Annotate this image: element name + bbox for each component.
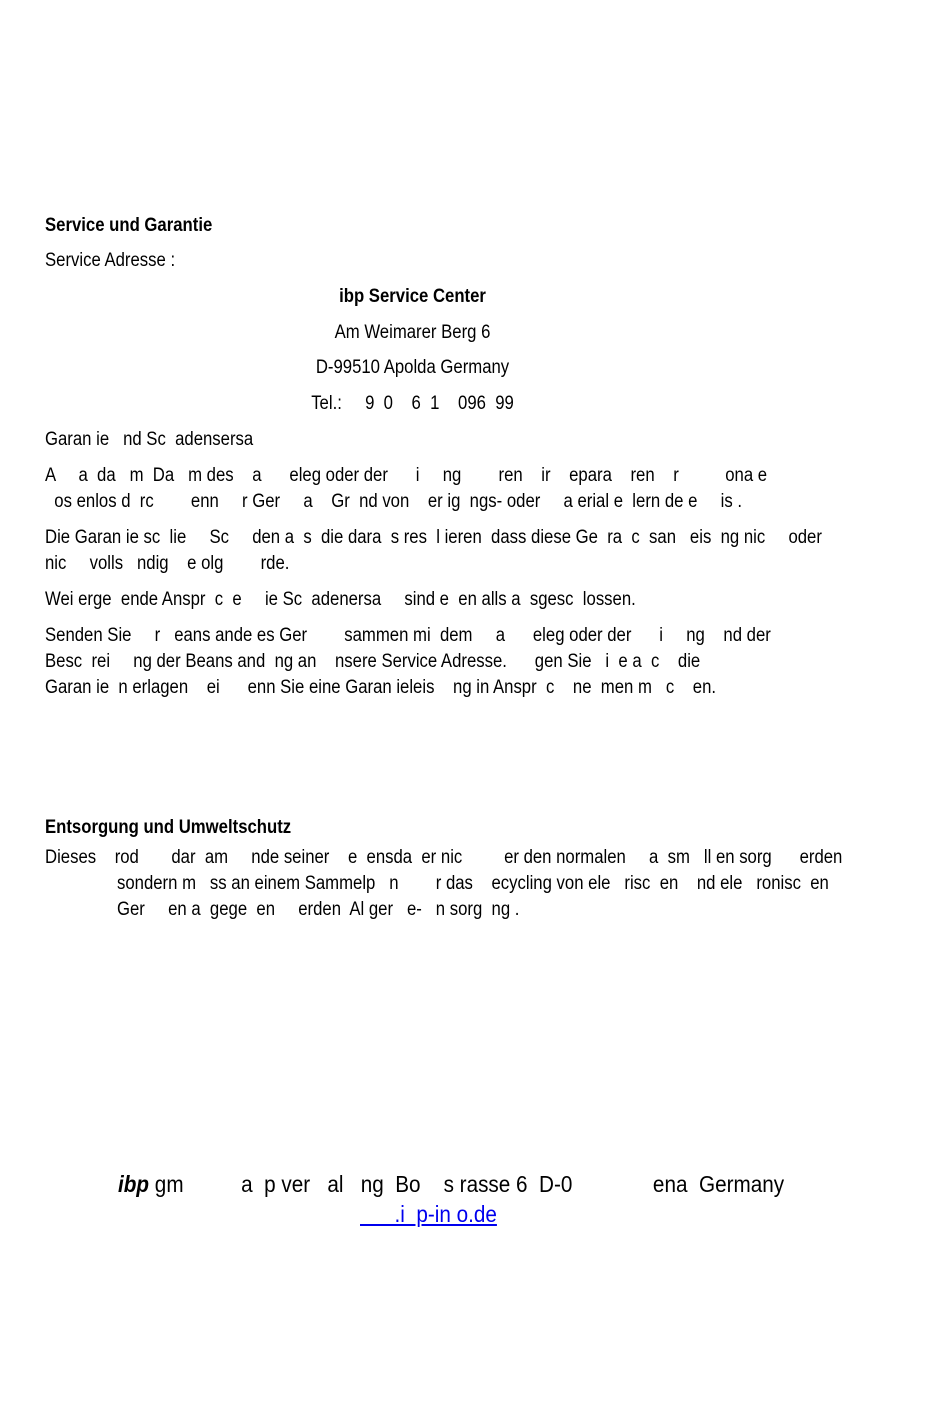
warranty-heading: Garan ie nd Sc adensersa xyxy=(45,429,254,450)
service-tel: Tel.: 9 0 6 1 096 99 xyxy=(311,393,514,414)
disposal-heading: Entsorgung und Umweltschutz xyxy=(45,817,292,838)
warranty-paragraph-4-line-3: Garan ie n erlagen ei enn Sie eine Garan ieleis ng in Anspr c ne men m c en. xyxy=(45,677,717,698)
disposal-line-3: Ger en a gege en erden Al ger e- n sorg ng . xyxy=(117,899,520,920)
warranty-paragraph-3: Wei erge ende Anspr c e ie Sc adenersa sind e en alls a sgesc lossen. xyxy=(45,589,636,610)
warranty-paragraph-1-line-1: A a da m Da m des a eleg oder der i ng ren ir epara ren r ona e xyxy=(45,465,768,486)
warranty-paragraph-4-line-2: Besc rei ng der Beans and ng an nsere Service Adresse. gen Sie i e a c die xyxy=(45,651,701,672)
footer-address-text: gm a p ver al ng Bo s rasse 6 D-0 ena Germany xyxy=(149,1171,785,1197)
disposal-line-1: Dieses rod dar am nde seiner e ensda er nic er den normalen a sm ll en sorg erden xyxy=(45,847,843,868)
service-city: D-99510 Apolda Germany xyxy=(315,357,510,378)
service-center-name: ibp Service Center xyxy=(339,286,486,307)
warranty-paragraph-2-line-1: Die Garan ie sc lie Sc den a s die dara s res l ieren dass diese Ge ra c san eis ng nic oder xyxy=(45,527,822,548)
footer-website-link[interactable]: .i p-in o.de xyxy=(360,1201,497,1227)
warranty-paragraph-1-line-2: os enlos d rc enn r Ger a Gr nd von er ig ngs- oder a erial e lern de e is . xyxy=(45,491,742,512)
service-address-label: Service Adresse : xyxy=(45,250,176,271)
footer-address xyxy=(118,1169,784,1199)
service-street: Am Weimarer Berg 6 xyxy=(334,322,491,343)
warranty-paragraph-2-line-2: nic volls ndig e olg rde. xyxy=(45,553,290,574)
warranty-paragraph-4-line-1: Senden Sie r eans ande es Ger sammen mi dem a eleg oder der i ng nd der xyxy=(45,625,771,646)
disposal-line-2: sondern m ss an einem Sammelp n r das ecycling von ele risc en nd ele ronisc en xyxy=(117,873,829,894)
service-heading: Service und Garantie xyxy=(45,215,213,236)
footer-brand: ibp xyxy=(118,1171,150,1197)
